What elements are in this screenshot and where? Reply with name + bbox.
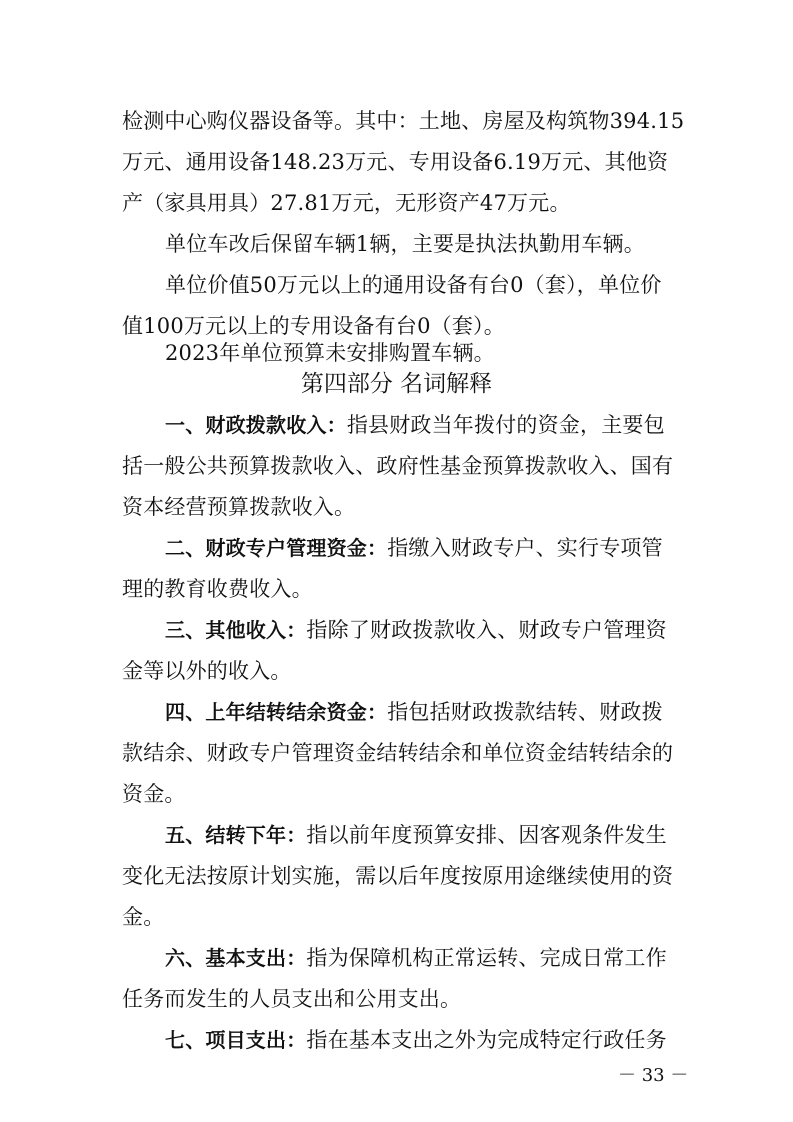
term-2-line-2: 理的教育收费收入。	[122, 577, 313, 601]
term-1-line-2: 括一般公共预算拨款收入、政府性基金预算拨款收入、国有	[122, 454, 674, 478]
term-3-line-2: 金等以外的收入。	[122, 659, 292, 683]
section-title: 第四部分 名词解释	[300, 371, 493, 397]
term-6-definition-start: 指为保障机构正常运转、完成日常工作	[306, 946, 667, 970]
term-2-definition-start: 指缴入财政专户、实行专项管	[387, 536, 663, 560]
term-1-label: 一、财政拨款收入：	[165, 413, 347, 437]
term-4-definition-start: 指包括财政拨款结转、财政拨	[387, 700, 663, 724]
term-4-line-3: 资金。	[122, 782, 186, 806]
term-2-line-1	[165, 528, 678, 568]
term-1-line-1	[165, 405, 678, 445]
term-3-definition-start: 指除了财政拨款收入、财政专户管理资	[306, 618, 667, 642]
term-6-line-2: 任务而发生的人员支出和公用支出。	[122, 987, 462, 1011]
term-7-line-1	[165, 1020, 678, 1060]
term-4-label: 四、上年结转结余资金：	[165, 700, 388, 724]
term-5-line-2: 变化无法按原计划实施，需以后年度按原用途继续使用的资	[122, 864, 674, 888]
assets-line-3: 产（家具用具）27.81万元，无形资产47万元。	[122, 191, 571, 215]
assets-line-1: 检测中心购仪器设备等。其中：土地、房屋及构筑物394.15	[122, 109, 685, 133]
assets-line-2: 万元、通用设备148.23万元、专用设备6.19万元、其他资	[122, 150, 669, 174]
term-4-line-1	[165, 692, 678, 732]
term-7-label: 七、项目支出：	[165, 1028, 307, 1052]
term-3-label: 三、其他收入：	[165, 618, 307, 642]
term-1-line-3: 资本经营预算拨款收入。	[122, 495, 356, 519]
term-3-line-1	[165, 610, 678, 650]
term-5-line-3: 金。	[122, 905, 165, 929]
purchase-paragraph: 2023年单位预算未安排购置车辆。	[165, 341, 495, 365]
term-2-label: 二、财政专户管理资金：	[165, 536, 388, 560]
term-5-line-1	[165, 815, 678, 855]
term-5-label: 五、结转下年：	[165, 823, 307, 847]
term-1-definition-start: 指县财政当年拨付的资金，主要包	[346, 413, 665, 437]
term-5-definition-start: 指以前年度预算安排、因客观条件发生	[306, 823, 667, 847]
term-7-definition-start: 指在基本支出之外为完成特定行政任务	[306, 1028, 667, 1052]
vehicles-paragraph: 单位车改后保留车辆1辆，主要是执法执勤用车辆。	[165, 232, 645, 256]
equipment-line-2: 值100万元以上的专用设备有台0（套）。	[122, 314, 505, 338]
term-4-line-2: 款结余、财政专户管理资金结转结余和单位资金结转结余的	[122, 741, 674, 765]
equipment-line-1: 单位价值50万元以上的通用设备有台0（套），单位价	[165, 273, 662, 297]
term-6-label: 六、基本支出：	[165, 946, 307, 970]
page-number: － 33 －	[618, 1065, 689, 1086]
term-6-line-1	[165, 938, 678, 978]
